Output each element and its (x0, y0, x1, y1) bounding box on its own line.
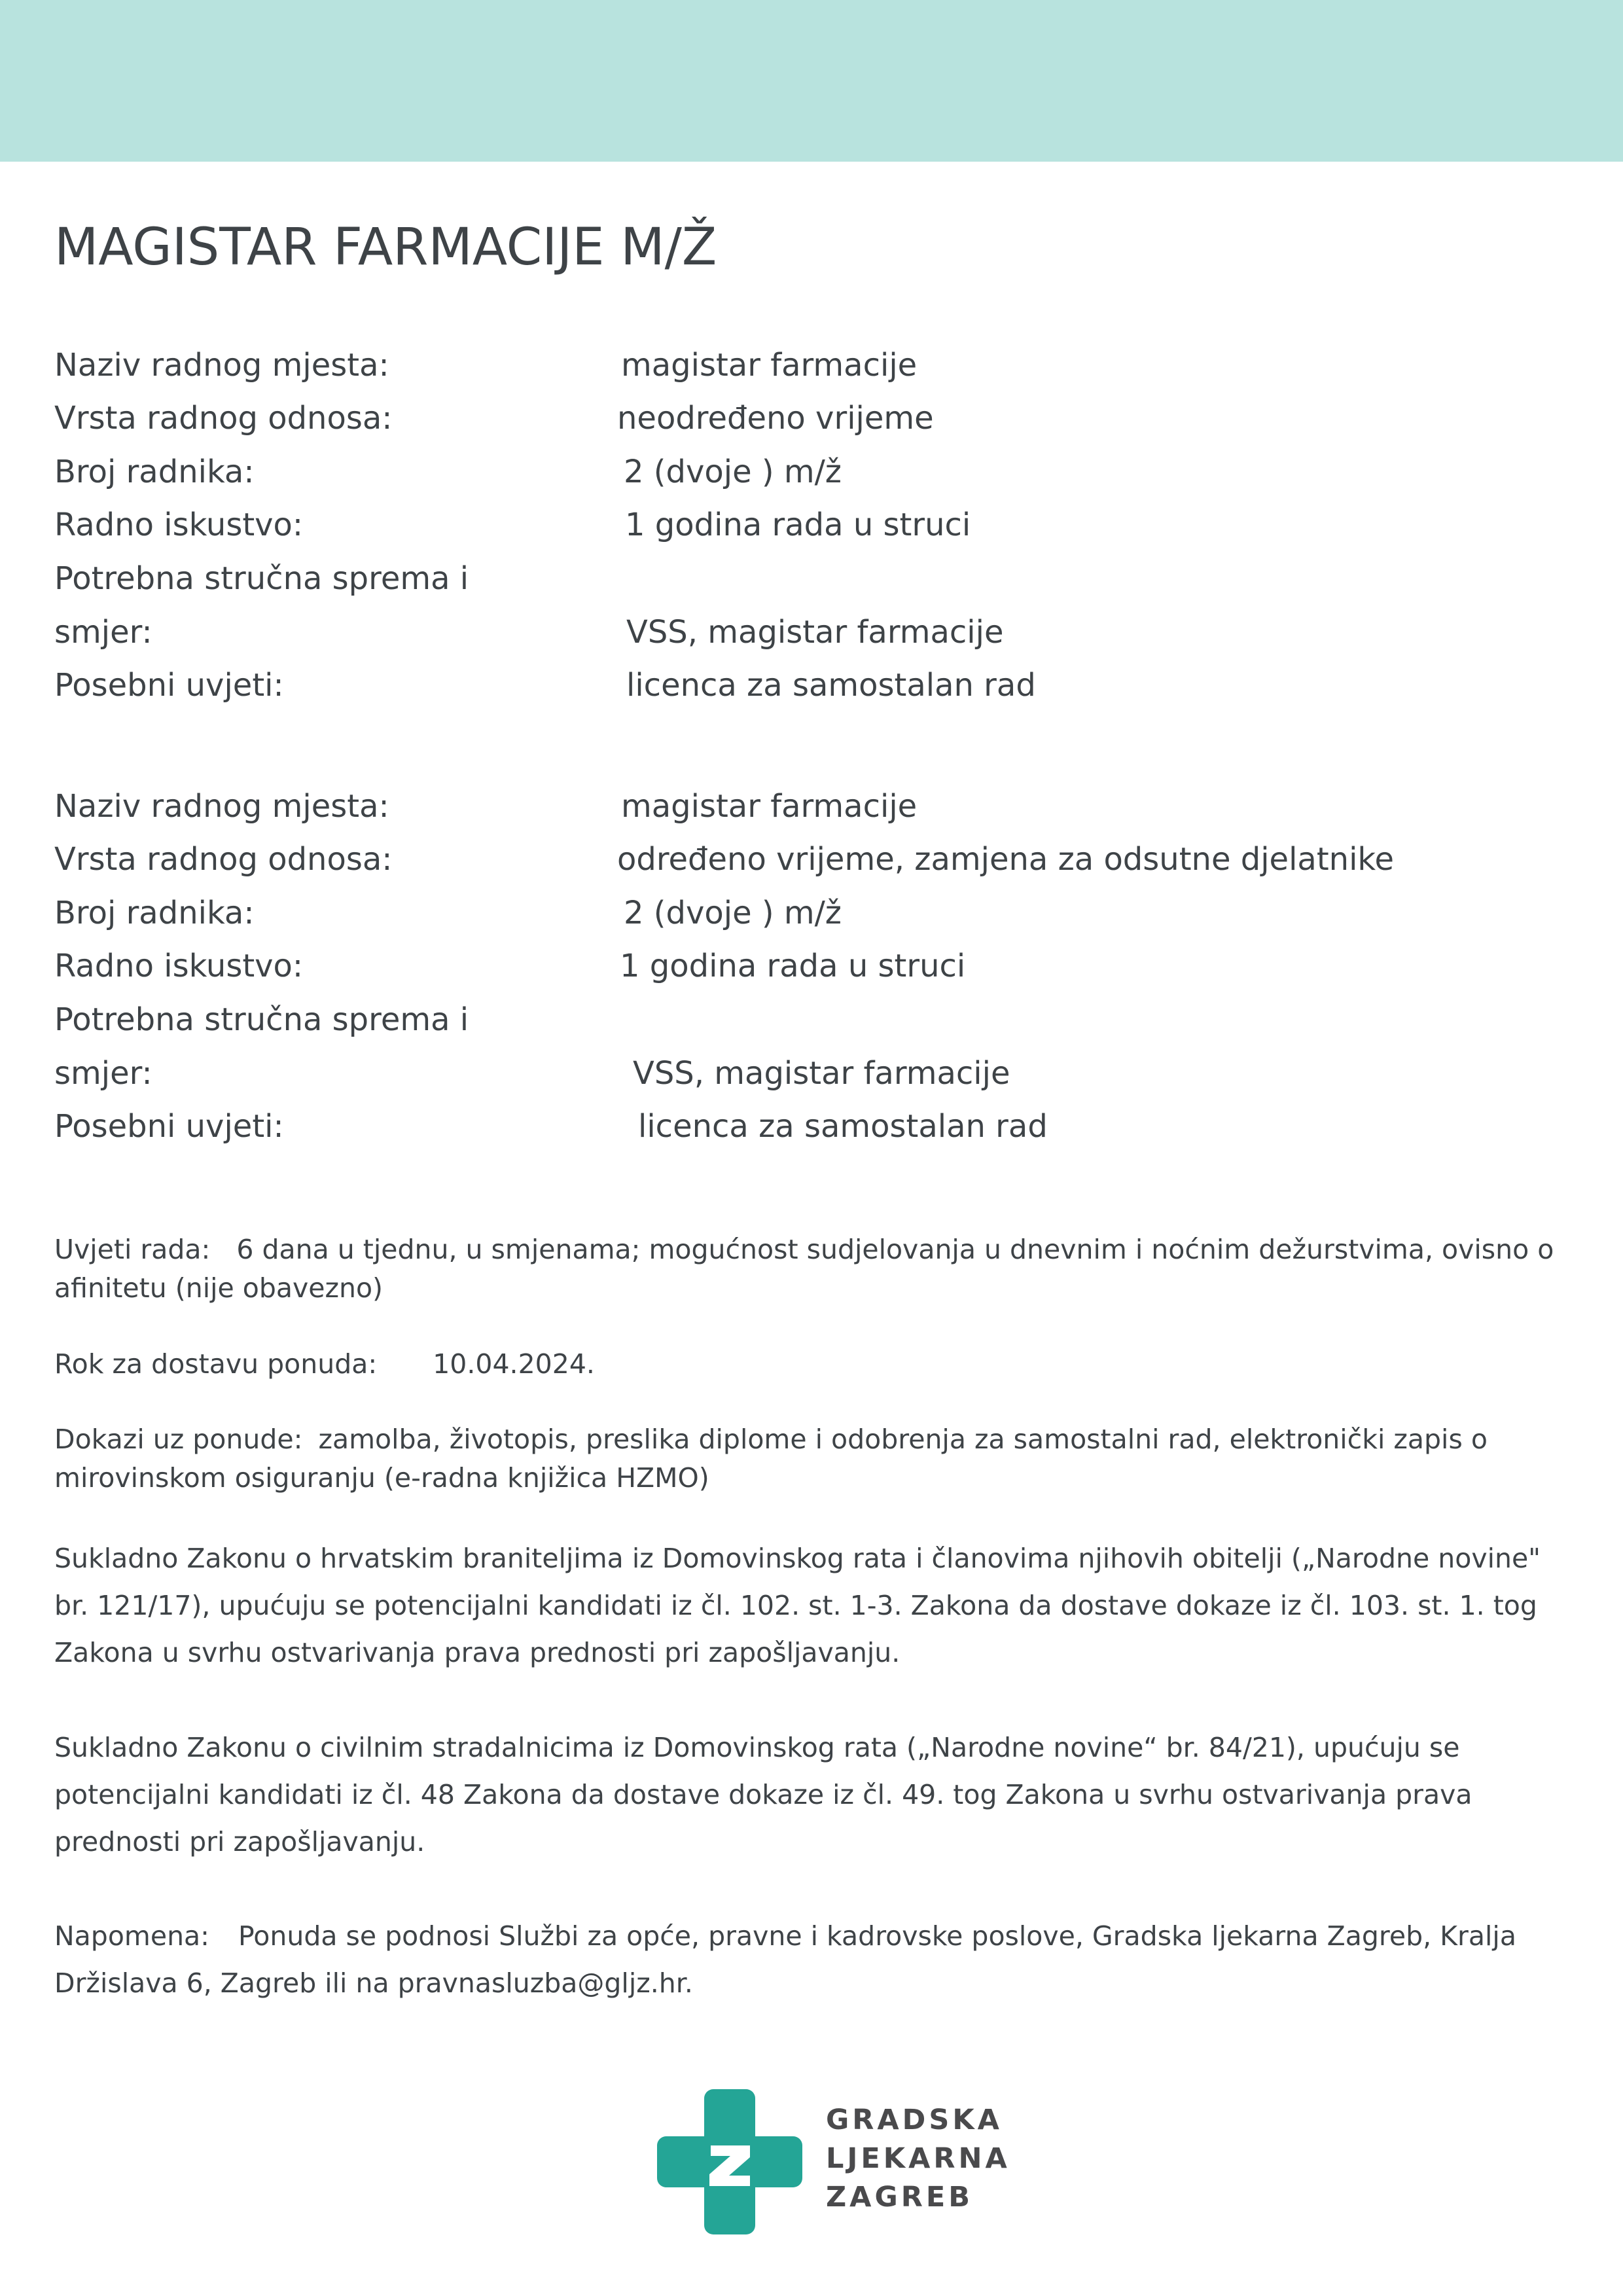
special-conditions-label: Posebni uvjeti: (54, 667, 284, 704)
working-conditions (54, 1230, 1579, 1308)
civil-victims-note: Sukladno Zakonu o civilnim stradalnicima iz Domovinskog rata („Narodne novine“ br. 84/21), upućuju se potencijalni kandidati iz čl. 48 Zakona da dostave dokaze iz čl. 49. tog Zakona u svrhu ostvarivanja prava prednosti pri zapošljavanju. (54, 1732, 1472, 1857)
logo-wordmark (826, 2101, 1010, 2217)
experience-label: Radno iskustvo: (54, 948, 304, 984)
remark-text: Ponuda se podnosi Službi za opće, pravne i kadrovske poslove, Gradska ljekarna Zagreb, Kralja Držislava 6, Zagreb ili na pravnasluzba@gljz.hr. (54, 1920, 1516, 1999)
worker-count-label: Broj radnika: (54, 895, 255, 931)
education-label-line1: Potrebna stručna sprema i (54, 1001, 469, 1038)
special-conditions-label: Posebni uvjeti: (54, 1108, 284, 1145)
worker-count-value: 2 (dvoje ) m/ž (624, 454, 842, 490)
required-documents-text: zamolba, životopis, preslika diplome i odobrenja za samostalni rad, elektronički zapis o mirovinskom osiguranju (e-radna knjižica HZMO) (54, 1424, 1488, 1494)
required-documents-label: Dokazi uz ponude: (54, 1424, 303, 1455)
working-conditions-text: 6 dana u tjednu, u smjenama; mogućnost sudjelovanja u dnevnim i noćnim dežurstvima, ovisno o afinitetu (nije obavezno) (54, 1234, 1554, 1304)
deadline-label: Rok za dostavu ponuda: (54, 1348, 378, 1380)
job-title-label: Naziv radnog mjesta: (54, 347, 389, 384)
veterans-note: Sukladno Zakonu o hrvatskim braniteljima iz Domovinskog rata i članovima njihovih obitelji („Narodne novine" br. 121/17), upućuju se potencijalni kandidati iz čl. 102. st. 1-3. Zakona da dostave dokaze iz čl. 103. st. 1. tog Zakona u svrhu ostvarivanja prava prednosti pri zapošljavanju. (54, 1543, 1541, 1668)
logo-line-3: ZAGREB (826, 2181, 974, 2214)
logo-line-2: LJEKARNA (826, 2142, 1010, 2175)
education-value: VSS, magistar farmacije (626, 614, 1004, 651)
worker-count-value: 2 (dvoje ) m/ž (624, 895, 842, 931)
employment-type-label: Vrsta radnog odnosa: (54, 400, 393, 437)
special-conditions-value: licenca za samostalan rad (626, 667, 1036, 704)
remark-label: Napomena: (54, 1920, 209, 1952)
education-label-line2: smjer: (54, 1055, 152, 1092)
logo-icon (654, 2087, 805, 2240)
employment-type-value: neodređeno vrijeme (617, 400, 934, 437)
job-title-label: Naziv radnog mjesta: (54, 788, 389, 825)
logo-line-1: GRADSKA (826, 2104, 1003, 2136)
deadline-date: 10.04.2024. (433, 1348, 595, 1380)
deadline (54, 1345, 1579, 1384)
job-title-value: magistar farmacije (621, 788, 918, 825)
experience-value: 1 godina rada u struci (620, 948, 966, 984)
employment-type-value: određeno vrijeme, zamjena za odsutne djelatnike (617, 841, 1395, 878)
header-band (0, 0, 1623, 162)
remark (54, 1912, 1579, 2007)
education-label-line2: smjer: (54, 614, 152, 651)
working-conditions-label: Uvjeti rada: (54, 1234, 211, 1265)
employment-type-label: Vrsta radnog odnosa: (54, 841, 393, 878)
experience-label: Radno iskustvo: (54, 507, 304, 543)
page-title: MAGISTAR FARMACIJE M/Ž (54, 218, 717, 277)
education-value: VSS, magistar farmacije (633, 1055, 1010, 1092)
worker-count-label: Broj radnika: (54, 454, 255, 490)
required-documents (54, 1420, 1579, 1498)
special-conditions-value: licenca za samostalan rad (638, 1108, 1048, 1145)
experience-value: 1 godina rada u struci (625, 507, 971, 543)
job-title-value: magistar farmacije (621, 347, 918, 384)
education-label-line1: Potrebna stručna sprema i (54, 560, 469, 597)
